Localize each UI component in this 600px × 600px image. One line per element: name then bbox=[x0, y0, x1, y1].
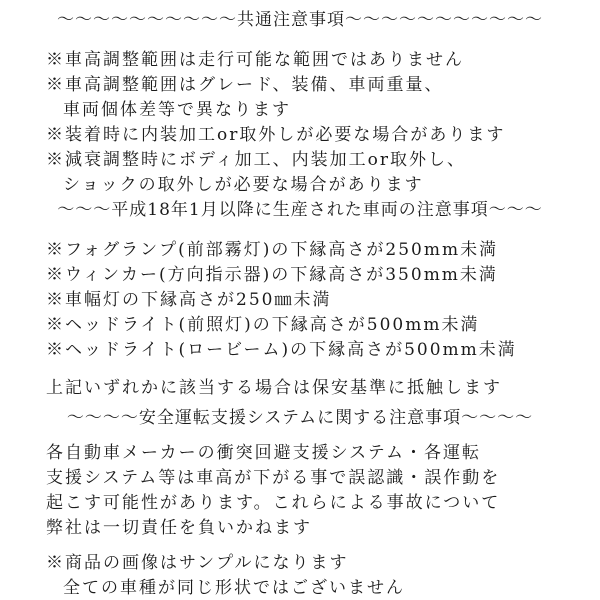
notice-line: 弊社は一切責任を負いかねます bbox=[46, 518, 312, 538]
notice-line: ショックの取外しが必要な場合があります bbox=[63, 175, 424, 195]
notice-line: ※フォグランプ(前部霧灯)の下縁高さが250mm未満 bbox=[46, 240, 499, 260]
notice-line: 支援システム等は車高が下がる事で誤認識・誤作動を bbox=[46, 468, 501, 488]
section-header-safety: ～～～～安全運転支援システムに関する注意事項～～～～ bbox=[66, 408, 534, 428]
section-header-common: ～～～～～～～～～～共通注意事項～～～～～～～～～～～ bbox=[57, 10, 543, 30]
section-header-h18: ～～～平成18年1月以降に生産された車両の注意事項～～～ bbox=[57, 200, 543, 220]
notice-line: ※減衰調整時にボディ加工、内装加工or取外し、 bbox=[46, 150, 467, 170]
notice-line: 上記いずれかに該当する場合は保安基準に抵触します bbox=[46, 378, 502, 398]
notice-line: ※ウィンカー(方向指示器)の下縁高さが350mm未満 bbox=[46, 265, 498, 285]
notice-line: ※装着時に内装加工or取外しが必要な場合があります bbox=[46, 125, 506, 145]
notice-line: 全ての車種が同じ形状ではございません bbox=[63, 578, 405, 598]
notice-line: ※商品の画像はサンプルになります bbox=[46, 553, 349, 573]
notice-line: 各自動車メーカーの衝突回避支援システム・各運転 bbox=[46, 443, 481, 463]
notice-line: 車両個体差等で異なります bbox=[63, 100, 291, 120]
notice-line: ※車高調整範囲はグレード、装備、車両重量、 bbox=[46, 75, 444, 95]
notice-line: ※ヘッドライト(前照灯)の下縁高さが500mm未満 bbox=[46, 315, 480, 335]
notice-line: 起こす可能性があります。これらによる事故について bbox=[46, 493, 501, 513]
notice-line: ※車高調整範囲は走行可能な範囲ではありません bbox=[46, 50, 464, 70]
notice-line: ※車幅灯の下縁高さが250㎜未満 bbox=[46, 290, 332, 310]
notice-line: ※ヘッドライト(ロービーム)の下縁高さが500mm未満 bbox=[46, 340, 517, 360]
